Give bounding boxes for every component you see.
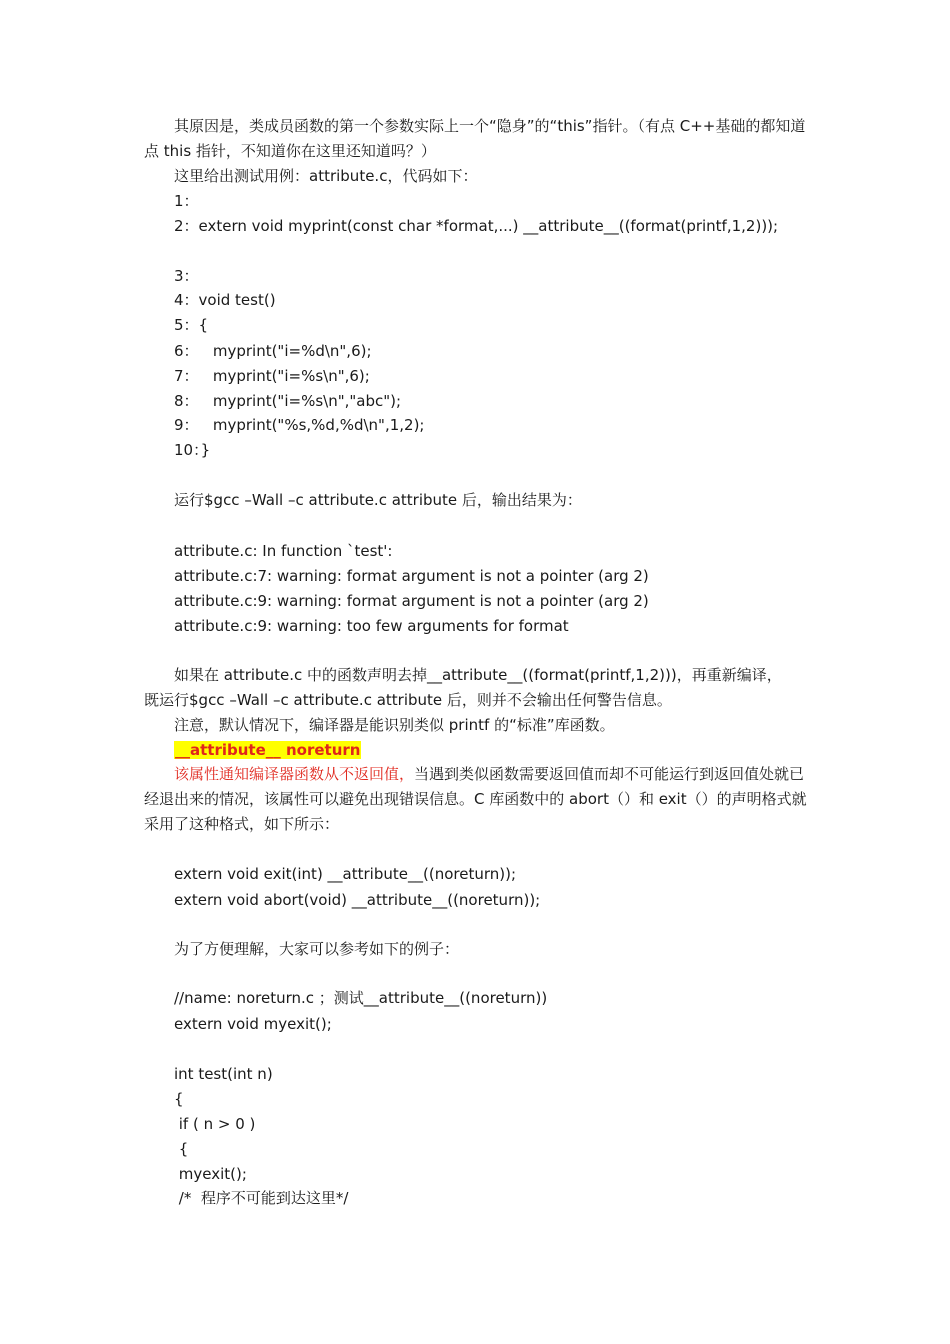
para1-line1: 其原因是，类成员函数的第一个参数实际上一个“隐身”的“this”指针。（有点 C++基础的都知道: [174, 117, 806, 135]
para3-line2: 经退出来的情况，该属性可以避免出现错误信息。C 库函数中的 abort（）和 exit（）的声明格式就: [144, 790, 807, 808]
code-line: 4：void test(): [174, 291, 276, 309]
para2-line2: 既运行$gcc –Wall –c attribute.c attribute 后，则并不会输出任何警告信息。: [144, 691, 672, 709]
code-line: 1：: [174, 192, 199, 210]
code-line: //name: noreturn.c ；测试__attribute__((noreturn)): [174, 989, 548, 1007]
para3-line1-rest: 当遇到类似函数需要返回值而却不可能运行到返回值处就已: [414, 765, 805, 783]
test-intro: 这里给出测试用例：attribute.c，代码如下：: [174, 167, 478, 185]
output-line: attribute.c:7: warning: format argument is not a pointer (arg 2): [174, 567, 649, 585]
para3-red-text: 该属性通知编译器函数从不返回值，: [174, 765, 415, 783]
example-intro: 为了方便理解，大家可以参考如下的例子：: [174, 940, 460, 958]
output-line: attribute.c:9: warning: format argument is not a pointer (arg 2): [174, 592, 649, 610]
output-line: attribute.c:9: warning: too few arguments for format: [174, 617, 569, 635]
code-line: {: [174, 1140, 189, 1158]
output-line: attribute.c: In function `test':: [174, 542, 393, 560]
code-line: int test(int n): [174, 1065, 273, 1083]
code-line: /* 程序不可能到达这里*/: [174, 1189, 349, 1207]
code-line: 10：}: [174, 441, 211, 459]
code-line: 9： myprint("%s,%d,%d\n",1,2);: [174, 416, 425, 434]
para3-line1: [174, 764, 804, 784]
code-line: 7： myprint("i=%s\n",6);: [174, 367, 370, 385]
decl-line: extern void exit(int) __attribute__((noreturn));: [174, 865, 516, 883]
para1-line2: 点 this 指针，不知道你在这里还知道吗？）: [144, 142, 436, 160]
heading-highlight: __attribute__ noreturn: [175, 741, 361, 759]
code-line: 5：{: [174, 316, 209, 334]
code-line: extern void myexit();: [174, 1015, 332, 1033]
code-line: {: [174, 1090, 184, 1108]
run-text: 运行$gcc –Wall –c attribute.c attribute 后，输出结果为：: [174, 491, 582, 509]
code-line: 2：extern void myprint(const char *format,...) __attribute__((format(printf,1,2)));: [174, 217, 779, 235]
heading-noreturn: [174, 740, 361, 760]
code-line: 6： myprint("i=%d\n",6);: [174, 342, 372, 360]
code-line: myexit();: [174, 1165, 247, 1183]
note-text: 注意，默认情况下，编译器是能识别类似 printf 的“标准”库函数。: [174, 716, 615, 734]
decl-line: extern void abort(void) __attribute__((noreturn));: [174, 891, 541, 909]
para3-line3: 采用了这种格式，如下所示：: [144, 815, 340, 833]
para2-line1: 如果在 attribute.c 中的函数声明去掉__attribute__((format(printf,1,2)))，再重新编译，: [174, 666, 782, 684]
code-line: 3：: [174, 267, 199, 285]
code-line: 8： myprint("i=%s\n","abc");: [174, 392, 402, 410]
code-line: if ( n > 0 ): [174, 1115, 256, 1133]
